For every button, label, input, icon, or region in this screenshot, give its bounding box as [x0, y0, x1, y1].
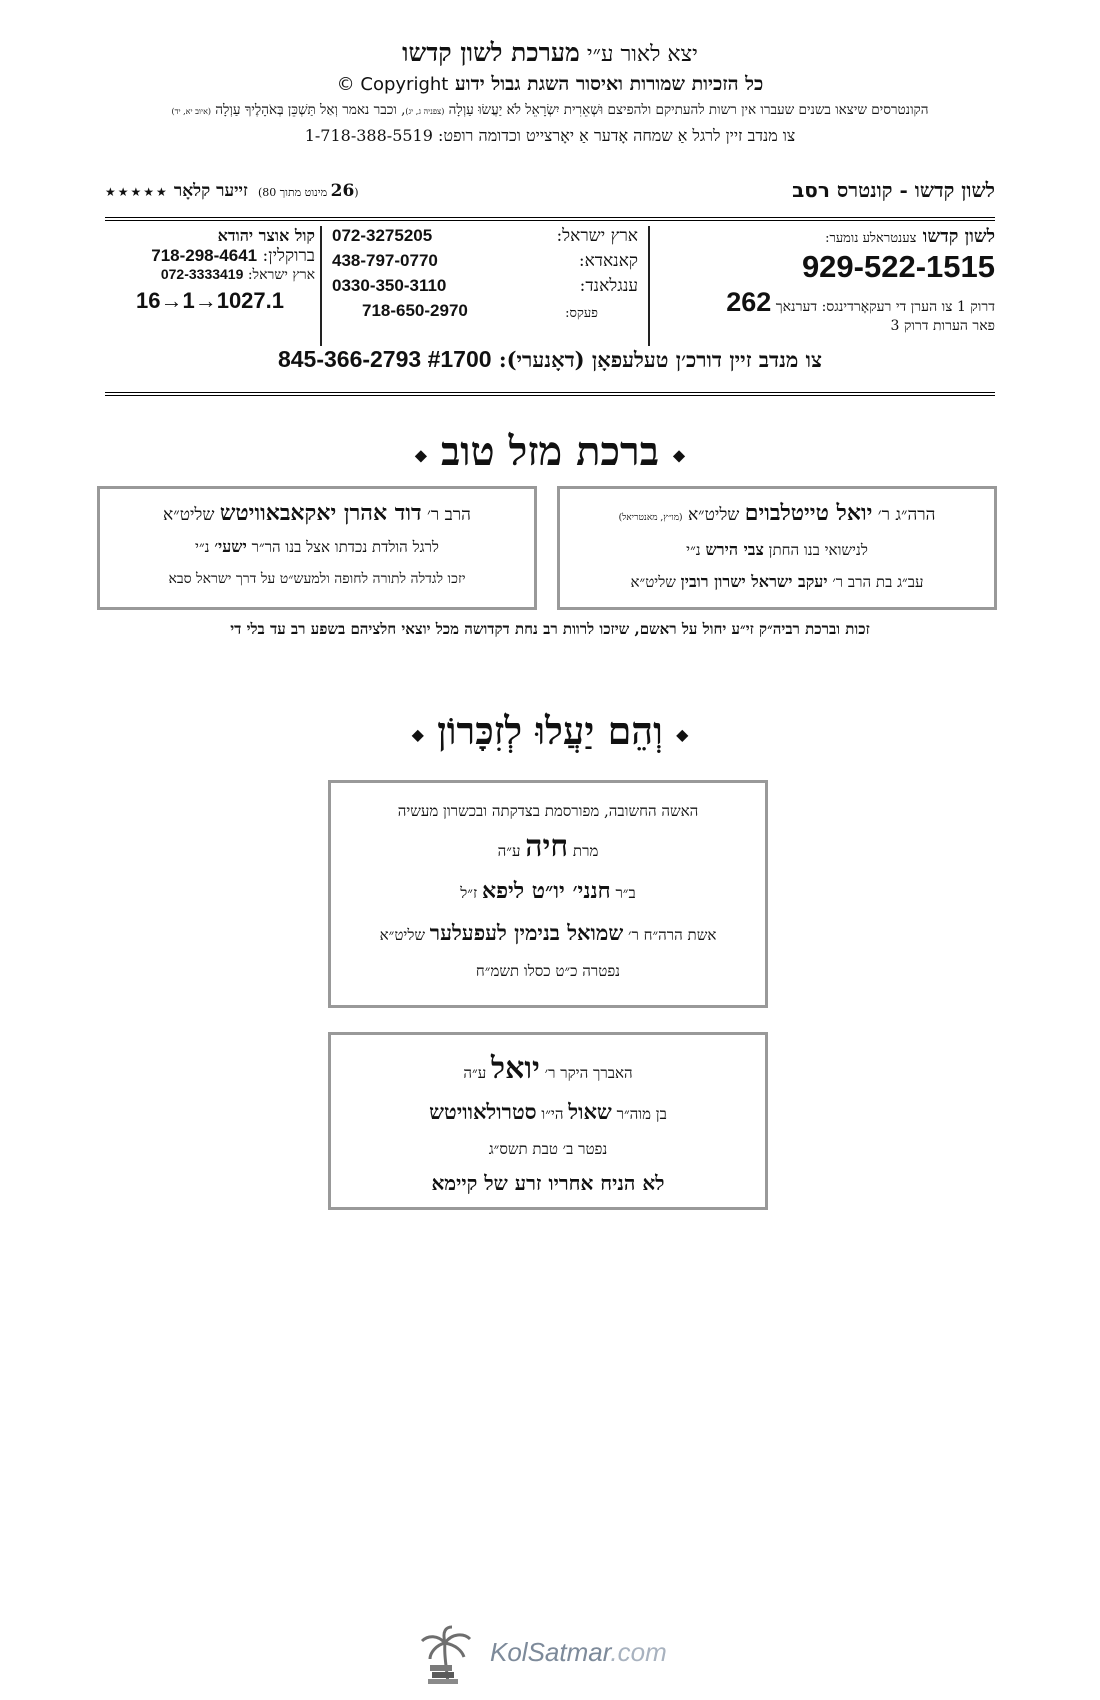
kallah-father-name: יעקב ישראל ישרון רובין [680, 572, 828, 591]
phone-list [320, 226, 650, 346]
sponsor-line [105, 346, 995, 373]
honorific-suffix: ז״ל [460, 884, 478, 902]
honorific-suffix: שליט״א [630, 573, 676, 591]
shiur-duration-text: מינוט מתוך 80 [262, 186, 328, 199]
bullet-icon: ◆ [414, 445, 428, 465]
honorific-suffix: שליט״א [163, 505, 215, 525]
honorific: אשת הרה״ח ר׳ [627, 926, 717, 944]
honorific: ב״ר [615, 884, 636, 902]
shiur-line [105, 178, 995, 208]
palm-tree-icon [418, 1625, 476, 1685]
mazel-tov-heading [0, 428, 1100, 475]
phone-value[interactable]: 072-3275205 [332, 226, 433, 245]
honoree-name: יואל טייטלבוים [744, 500, 873, 526]
mazel-box-left [97, 486, 537, 610]
phone-label: ארץ ישראל: [556, 226, 638, 246]
memorial-box-2 [328, 1032, 768, 1210]
kol-title: קול אוצר יהודא [217, 226, 315, 245]
mazel-tov-title: ברכת מזל טוב [441, 428, 659, 475]
honorific-suffix: שליט״א [687, 505, 740, 525]
honoree-title: (מו״ץ, מאנטריאל) [618, 513, 683, 523]
honorific-suffix: ע״ה [497, 842, 521, 860]
sponsor-phone[interactable]: 845-366-2793 #1700 [277, 346, 492, 372]
son-name: ישעי׳ [214, 537, 247, 556]
info-panel [105, 226, 995, 356]
sponsor-text: צו מנדב זיין דורכ׳ן טעלעפאָן (דאָנערי): [498, 347, 823, 372]
divider-top [105, 217, 995, 221]
phone-value[interactable]: 0330-350-3110 [332, 276, 447, 295]
kol-path: 16→1→1027.1 [136, 288, 284, 313]
rights-line [60, 70, 1040, 99]
warning-text-2: , וכבר נאמר וְאַל תַּשְׁכֵּן בְּאֹהָלֶיךָ עַוְלָה [215, 102, 406, 118]
honorific-suffix: נ״י [686, 541, 701, 559]
honorific-suffix: הי״ו [541, 1105, 564, 1123]
honorific: מרת [572, 842, 599, 860]
phone-value[interactable]: 718-650-2970 [362, 301, 468, 320]
shiur-duration: 26 [330, 181, 355, 201]
blessing-text: יזכו לגדלה לתורה לחופה ולמעש״ט על דרך ישראל סבא [168, 571, 466, 587]
kol-israel-label: ארץ ישראל: [247, 267, 315, 283]
honorific-suffix: ע״ה [463, 1064, 487, 1082]
donate-text: צו מנדב זיין לרגל אַ שמחה אָדער אַ יאָרצייט וכדומה רופט: [438, 126, 796, 145]
bullet-icon: ◆ [676, 725, 689, 744]
press-number: 262 [726, 287, 772, 317]
publisher-header [60, 38, 1040, 149]
warning-text: הקונטרסים שיצאו בשנים שעברו אין רשות להעתיקם ולהפיצם וּשְׁאֵרִית יִשְׂרָאֵל לֹא יַעֲשׂוּ עַוְלָה [448, 102, 929, 118]
bullet-icon: ◆ [672, 445, 686, 465]
press-line: דרוק 1 צו הערן די רעקאָרדינגס: דערנאך [775, 299, 995, 315]
star-rating-icon: ★★★★★ [105, 185, 169, 199]
brand-name: KolSatmar [490, 1637, 611, 1667]
kol-brooklyn-label: ברוקלין: [262, 246, 315, 266]
central-phone[interactable]: 929-522-1515 [801, 249, 995, 284]
copyright-text: Copyright © [336, 74, 449, 95]
chosson-name: צבי הירש [705, 540, 764, 559]
quality-label: זייער קלאָר [173, 181, 248, 201]
memorial-title: וְהֵם יַעֲלוּ לְזִכָּרוֹן [437, 708, 663, 753]
mazel-box-right [557, 486, 997, 610]
phone-label: קאנאדא: [578, 251, 638, 271]
brand-text [490, 1637, 667, 1668]
memorial-box-1 [328, 780, 768, 1008]
warning-ref-2: (איוב יא, יד) [171, 107, 211, 116]
niftar-name: חיה [525, 829, 569, 864]
publisher-line [60, 38, 1040, 70]
kol-otzar-block [105, 226, 315, 314]
family-name: סטרולאוויטש [429, 1099, 537, 1124]
bullet-icon: ◆ [411, 725, 424, 744]
central-number-block [665, 226, 995, 335]
honoree-name: דוד אהרן יאקאבאוויטש [219, 500, 422, 526]
central-label: לשון קדשו [922, 226, 995, 247]
kol-israel-phone[interactable]: 072-3333419 [160, 266, 244, 282]
honorific-suffix: שליט״א [379, 926, 425, 944]
yahrzeit-date: נפטר ב׳ טבת תשס״ג [488, 1140, 608, 1158]
rights-text: כל הזכיות שמורות ואיסור השגת גבול ידוע [454, 73, 764, 95]
phone-row [332, 226, 638, 251]
yahrzeit-date: נפטרה כ״ט כסלו תשמ״ח [475, 962, 621, 980]
warning-line [60, 99, 1040, 123]
honorific: הרב ר׳ [426, 505, 471, 525]
notes-line: פאר הערות דרוק 3 [890, 318, 995, 334]
blessing-line: זכות וברכת רביה״ק זי״ע יחול על ראשם, שיזכו לרוות רב נחת דקדושה מכל יוצאי חלציהם בשפע רב עד בלי די [230, 620, 870, 638]
publisher-name: מערכת לשון קדשו [402, 38, 580, 67]
honorific: בן מוה״ר [616, 1105, 667, 1123]
kallah-text: עב״ג בת הרב ר׳ [832, 573, 924, 591]
phone-row [332, 276, 638, 301]
phone-label: ענגלאנד: [579, 276, 638, 296]
divider-bottom [105, 392, 995, 396]
father-name: שאול [568, 1099, 612, 1124]
honorific: הרה״ג ר׳ [877, 505, 936, 525]
phone-label: פעקס: [565, 306, 598, 321]
phone-row [332, 251, 638, 276]
memorial-note: לא הניח אחריו זרע של קיימא [431, 1171, 665, 1195]
father-name: חנני׳ יו״ט ליפא [481, 878, 611, 904]
publisher-prefix: יצא לאור ע״י [586, 42, 698, 67]
shiur-quality: (26 מינוט מתוך 80) זייער קלאָר ★★★★★ [105, 181, 359, 201]
shiur-title-text: לשון קדשו - קונטרס [836, 178, 995, 202]
shiur-number: רסב [792, 178, 830, 202]
memorial-intro: האשה החשובה, מפורסמת בצדקתה ובכשרון מעשיה [397, 802, 699, 820]
donate-line [60, 123, 1040, 149]
kol-brooklyn-phone[interactable]: 718-298-4641 [151, 246, 258, 265]
honorific: האברך היקר ר׳ [544, 1064, 633, 1082]
occasion-text: לרגל הולדת נכדתו אצל בנו הר״ר [251, 538, 439, 556]
brand-domain: .com [610, 1637, 667, 1667]
husband-name: שמואל בנימין לעפעלער [429, 920, 624, 945]
honorific-suffix: נ״י [195, 538, 210, 556]
footer-logo[interactable] [0, 1625, 1100, 1685]
niftar-name: יואל [491, 1051, 540, 1086]
occasion-text: לנישואי בנו החתן [768, 541, 868, 559]
memorial-heading [0, 708, 1100, 754]
shiur-title [792, 178, 995, 203]
phone-row [332, 301, 638, 326]
donate-phone[interactable]: 1-718-388-5519 [304, 126, 433, 145]
phone-value[interactable]: 438-797-0770 [332, 251, 438, 270]
central-sub: צענטראלע נומער: [825, 231, 917, 246]
warning-ref: (צפניה ג, יג) [405, 107, 445, 116]
